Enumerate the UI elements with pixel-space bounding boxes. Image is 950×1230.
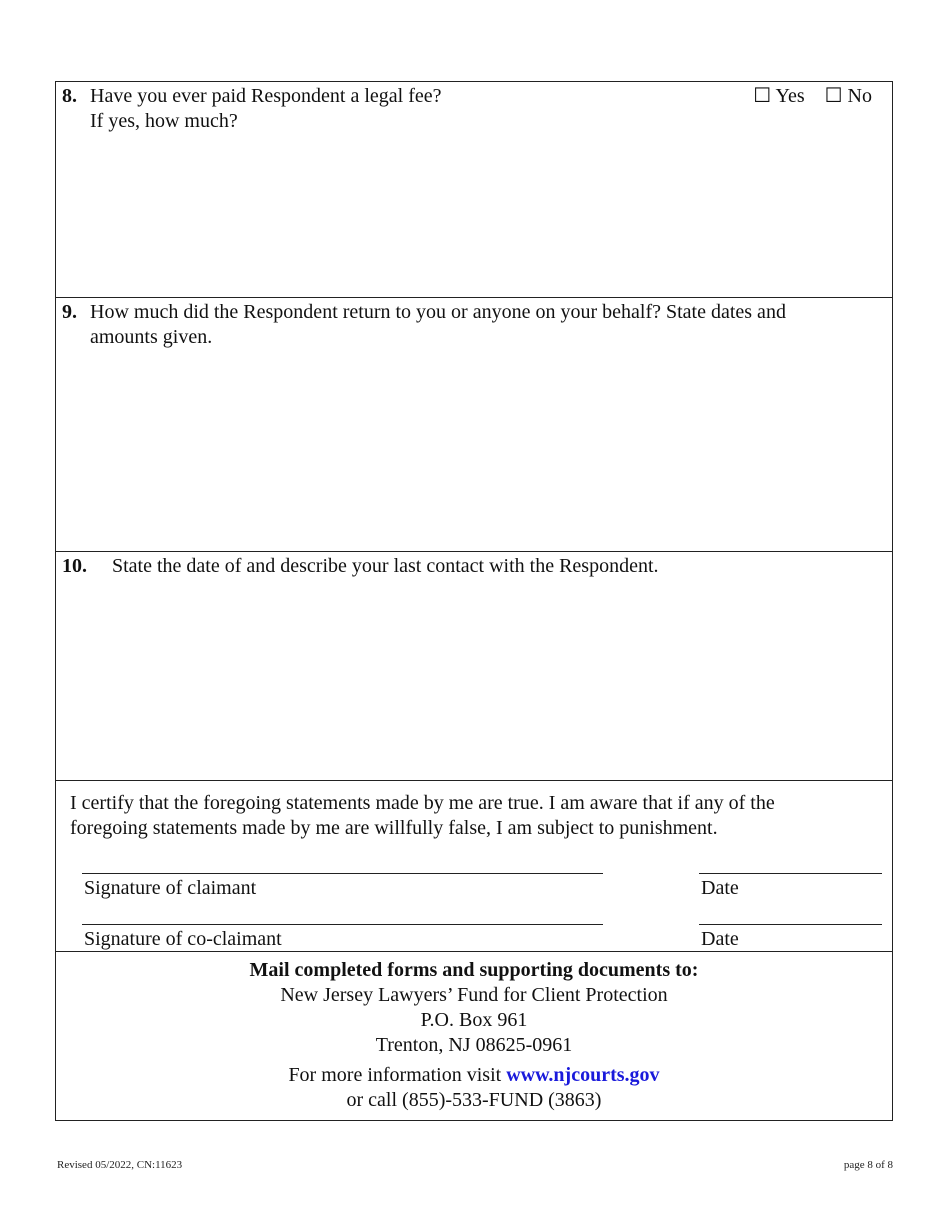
page-number: page 8 of 8 bbox=[843, 1159, 893, 1171]
certification-line1: I certify that the foregoing statements made by me are true. I am aware that if any of the bbox=[70, 792, 775, 814]
coclaimant-date-label: Date bbox=[701, 928, 739, 950]
question-9-line1: How much did the Respondent return to you or anyone on your behalf? State dates and bbox=[90, 301, 786, 323]
more-info-prefix: For more information visit bbox=[288, 1064, 507, 1086]
question-8-line2: If yes, how much? bbox=[90, 110, 238, 132]
claimant-date-line[interactable] bbox=[699, 873, 882, 874]
question-10-text bbox=[62, 554, 659, 579]
certification-text bbox=[70, 791, 870, 841]
njcourts-link[interactable]: www.njcourts.gov bbox=[506, 1064, 660, 1086]
question-8-text bbox=[62, 84, 442, 134]
revision-note: Revised 05/2022, CN:11623 bbox=[57, 1159, 183, 1171]
certification-section bbox=[55, 780, 893, 951]
claimant-signature-label: Signature of claimant bbox=[84, 877, 257, 899]
claimant-date-label: Date bbox=[701, 877, 739, 899]
question-10-line1: State the date of and describe your last contact with the Respondent. bbox=[112, 555, 659, 577]
mailing-info-box bbox=[55, 951, 893, 1121]
more-info-line bbox=[56, 1063, 892, 1088]
coclaimant-signature-label: Signature of co-claimant bbox=[84, 928, 282, 950]
coclaimant-signature-line[interactable] bbox=[82, 924, 603, 925]
question-9-text bbox=[62, 300, 786, 350]
coclaimant-date-line[interactable] bbox=[699, 924, 882, 925]
question-8-box[interactable] bbox=[55, 81, 893, 297]
mailing-heading: Mail completed forms and supporting documents to: bbox=[249, 959, 699, 981]
question-9-number: 9. bbox=[62, 301, 77, 323]
question-8-options bbox=[753, 84, 872, 109]
call-line: or call (855)-533-FUND (3863) bbox=[346, 1089, 602, 1111]
mailing-org: New Jersey Lawyers’ Fund for Client Protection bbox=[280, 984, 668, 1006]
question-10-number: 10. bbox=[62, 555, 87, 577]
mailing-city: Trenton, NJ 08625-0961 bbox=[375, 1034, 573, 1056]
question-8-line1: Have you ever paid Respondent a legal fee? bbox=[90, 85, 442, 107]
question-9-line2: amounts given. bbox=[90, 326, 213, 348]
certification-line2: foregoing statements made by me are willfully false, I am subject to punishment. bbox=[70, 817, 718, 839]
yes-label: Yes bbox=[775, 85, 805, 107]
mailing-po-box: P.O. Box 961 bbox=[420, 1009, 528, 1031]
claim-form bbox=[55, 81, 893, 1121]
no-checkbox[interactable]: ☐ bbox=[824, 85, 843, 107]
question-8-number: 8. bbox=[62, 85, 77, 107]
yes-checkbox[interactable]: ☐ bbox=[753, 85, 772, 107]
no-label: No bbox=[847, 85, 872, 107]
question-9-box[interactable] bbox=[55, 297, 893, 551]
question-10-box[interactable] bbox=[55, 551, 893, 780]
claimant-signature-line[interactable] bbox=[82, 873, 603, 874]
